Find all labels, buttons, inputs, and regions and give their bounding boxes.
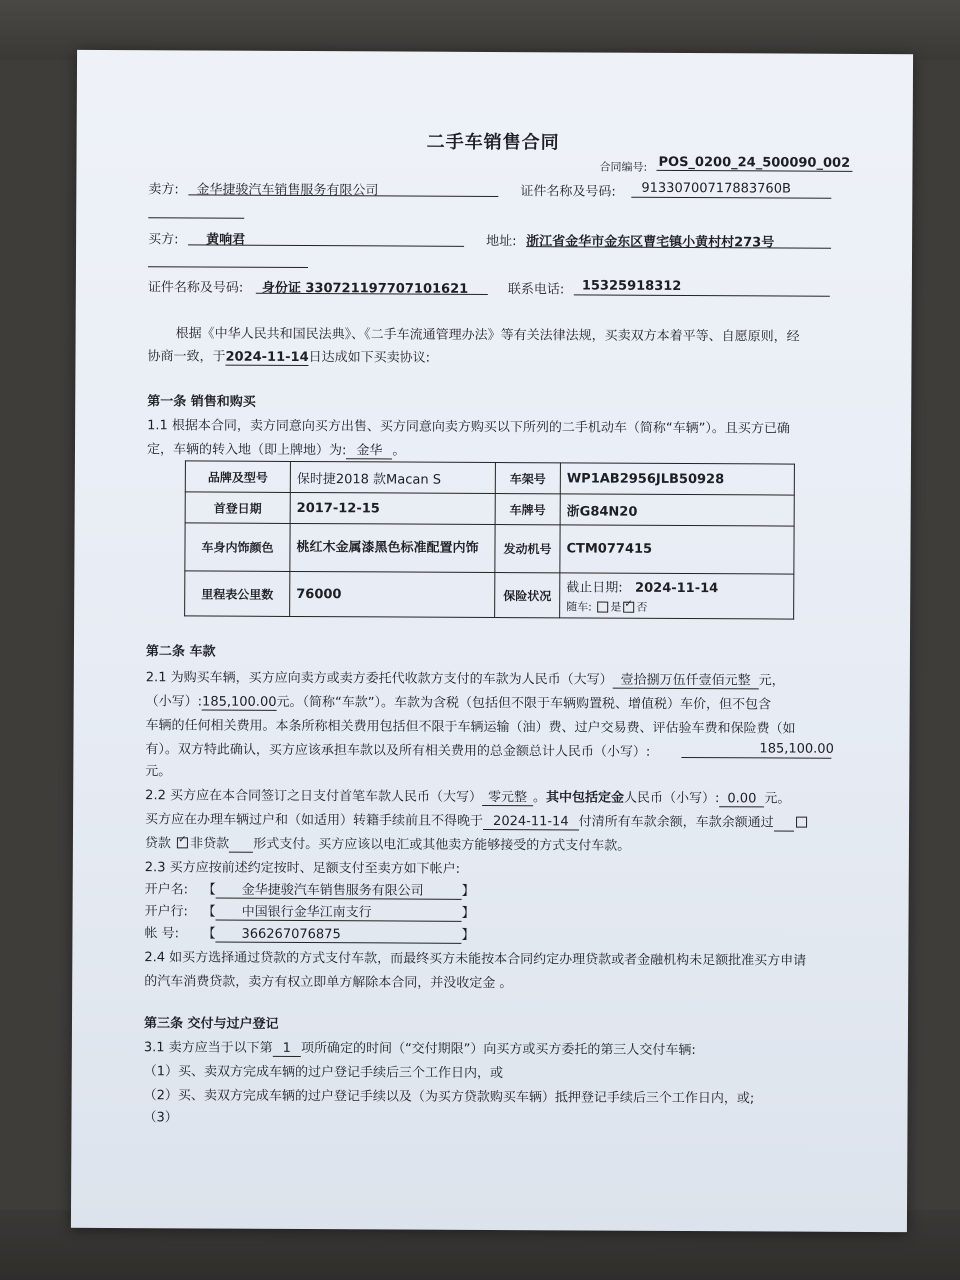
article-3-item-2: （2）买、卖双方完成车辆的过户登记手续以及（为买方贷款购买车辆）抵押登记手续后三个工作日内，或; xyxy=(143,1088,755,1107)
buyer-address: 浙江省金华市金东区曹宅镇小黄村村273号 xyxy=(526,234,775,251)
preamble-line-1: 根据《中华人民共和国民法典》、《二手车流通管理办法》等有关法律法规，买卖双方本着平等、自愿原则，经 xyxy=(175,326,800,345)
insurance-yes-label: 是 xyxy=(610,600,622,614)
insurance-deadline-label: 截止日期: xyxy=(566,580,623,596)
article-3-item-1: （1）买、卖双方完成车辆的过户登记手续后三个工作日内，或 xyxy=(143,1064,504,1082)
insurance-label: 保险状况 xyxy=(495,573,560,618)
account-number-row: 【 366267076875 】 xyxy=(202,926,475,943)
brand-label: 品牌及型号 xyxy=(185,461,290,493)
mileage-value: 76000 xyxy=(290,571,495,617)
insurance-deadline: 2024-11-14 xyxy=(635,580,719,597)
article-2-p1-line-4: 有）。双方特此确认，买方应该承担车款以及所有相关费用的总金额总计人民币（小写）: xyxy=(145,742,651,760)
account-number-label: 帐 号: xyxy=(144,926,180,942)
insurance-no-label: 否 xyxy=(636,600,648,614)
buyer-id-value: 身份证 330721197707101621 xyxy=(261,280,469,297)
article-2-p1-line-1: 2.1 为购买车辆，买方应向卖方或卖方委托代收款方支付的车款为人民币（大写） 壹拾捌万伍仟壹佰元整 元， xyxy=(145,670,785,689)
article-1-heading: 第一条 销售和购买 xyxy=(147,394,256,410)
engine-label: 发动机号 xyxy=(495,525,560,573)
color-value: 桃红木金属漆黑色标准配置内饰 xyxy=(290,523,495,572)
article-2-p1-line-5: 元。 xyxy=(145,764,172,780)
article-1-p1-line-1: 1.1 根据本合同，卖方同意向买方出售、买方同意向卖方购买以下所列的二手机动车（简称“车辆”）。且买方已确 xyxy=(147,418,790,437)
buyer-address-label: 地址: xyxy=(486,233,517,250)
account-bank-row: 【 中国银行金华江南支行 】 xyxy=(203,900,475,921)
account-name-row: 【 金华捷骏汽车销售服务有限公司 】 xyxy=(203,878,475,899)
price-in-words: 壹拾捌万伍仟壹佰元整 xyxy=(613,669,759,690)
account-number: 366267076875 xyxy=(215,927,461,944)
buyer-name: 黄响君 xyxy=(206,232,246,248)
table-row xyxy=(185,523,794,574)
contract-number-label: 合同编号: xyxy=(599,160,648,174)
plate-value: 浙G84N20 xyxy=(560,494,794,526)
buyer-id-label: 证件名称及号码: xyxy=(147,280,244,296)
first-payment-in-words: 零元整 xyxy=(482,786,533,806)
buyer-extra-underline xyxy=(148,266,308,268)
mileage-label: 里程表公里数 xyxy=(185,571,290,617)
total-amount: 185,100.00 xyxy=(759,741,834,757)
balance-due-date: 2024-11-14 xyxy=(483,814,579,831)
contract-page xyxy=(71,50,913,1232)
article-2-p1-line-3: 车辆的任何相关费用。本条所称相关费用包括但不限于车辆运输（油）费、过户交易费、评估验车费和保险费（如 xyxy=(145,718,796,737)
account-name: 金华捷骏汽车销售服务有限公司 xyxy=(216,879,462,900)
account-name-label: 开户名: xyxy=(144,882,189,898)
color-label: 车身内饰颜色 xyxy=(185,523,290,572)
insurance-yes-checkbox[interactable] xyxy=(597,601,608,612)
table-row xyxy=(185,492,794,526)
account-bank: 中国银行金华江南支行 xyxy=(216,901,462,922)
price-in-figures: 185,100.00 xyxy=(202,694,277,710)
deposit-amount: 0.00 xyxy=(719,791,764,807)
article-2-p4-line-2: 的汽车消费贷款，卖方有权立即单方解除本合同，并没收定金 。 xyxy=(144,974,513,992)
destination-city: 金华 xyxy=(346,439,392,459)
article-2-heading: 第二条 车款 xyxy=(145,644,216,660)
buyer-phone-underline xyxy=(574,294,830,296)
article-2-p3: 2.3 买方应按前述约定按时、足额支付至卖方如下帐户: xyxy=(144,860,461,877)
total-amount-underline xyxy=(681,757,831,759)
article-2-p2-line-2: 买方应在办理车辆过户和（如适用）转籍手续前且不得晚于 2024-11-14 付清所有车款余额，车款余额通过 xyxy=(145,808,809,831)
engine-value: CTM077415 xyxy=(560,525,794,574)
vehicle-table xyxy=(184,460,795,619)
vin-value: WP1AB2956JLB50928 xyxy=(560,463,794,495)
article-2-p4-line-1: 2.4 如买方选择通过贷款的方式支付车款，而最终买方未能按本合同约定办理贷款或者金融机构未足额批准买方申请 xyxy=(144,950,807,969)
contract-title: 二手车销售合同 xyxy=(426,131,560,154)
reg-date-value: 2017-12-15 xyxy=(290,492,495,524)
seller-extra-underline xyxy=(148,217,244,219)
account-bank-label: 开户行: xyxy=(144,904,189,920)
agreement-date: 2024-11-14 xyxy=(225,349,309,366)
seller-label: 卖方: xyxy=(148,182,179,198)
insurance-no-checkbox[interactable] xyxy=(623,601,634,612)
table-row xyxy=(185,461,794,495)
seller-name: 金华捷骏汽车销售服务有限公司 xyxy=(196,182,379,199)
seller-id-value: 91330700717883760B xyxy=(641,180,791,197)
article-3-p1: 3.1 卖方应当于以下第 1 项所确定的时间（“交付期限”）向买方或买方委托的第三人交付车辆: xyxy=(143,1040,696,1059)
reg-date-label: 首登日期 xyxy=(185,492,290,524)
plate-label: 车牌号 xyxy=(495,494,560,525)
non-loan-checkbox[interactable] xyxy=(177,837,188,848)
article-3-item-3: （3） xyxy=(143,1110,178,1126)
contract-number: POS_0200_24_500090_002 xyxy=(656,155,852,172)
buyer-phone-label: 联系电话: xyxy=(507,282,565,298)
table-row xyxy=(185,571,794,619)
insurance-value xyxy=(560,573,794,619)
preamble-line-2: 协商一致，于2024-11-14日达成如下买卖协议: xyxy=(147,349,431,366)
article-3-heading: 第三条 交付与过户登记 xyxy=(143,1016,279,1032)
brand-value: 保时捷2018 款Macan S xyxy=(290,461,495,493)
article-2-p2-line-3: 贷款 ✓ 非贷款 形式支付。买方应该以电汇或其他卖方能够接受的方式支付车款。 xyxy=(145,832,630,855)
article-2-p1-line-2: （小写）:185,100.00元。（简称“车款”）。车款为含税（包括但不限于车辆购置税、增值税）车价，但不包含 xyxy=(145,694,772,713)
vin-label: 车架号 xyxy=(495,463,560,494)
buyer-label: 买方: xyxy=(148,232,179,248)
article-1-p1-line-2: 定，车辆的转入地（即上牌地）为: 金华 。 xyxy=(147,438,406,459)
buyer-phone: 15325918312 xyxy=(581,278,682,294)
seller-id-label: 证件名称及号码: xyxy=(520,184,616,200)
loan-checkbox[interactable] xyxy=(796,817,807,828)
seller-id-underline xyxy=(631,197,831,199)
delivery-item-number: 1 xyxy=(273,1041,301,1057)
insurance-with-car-label: 随车: xyxy=(566,600,592,614)
article-2-p2-line-1: 2.2 买方应在本合同签订之日支付首笔车款人民币（大写） 零元整 。其中包括定金人民币（小写）: 0.00 元。 xyxy=(145,784,790,807)
